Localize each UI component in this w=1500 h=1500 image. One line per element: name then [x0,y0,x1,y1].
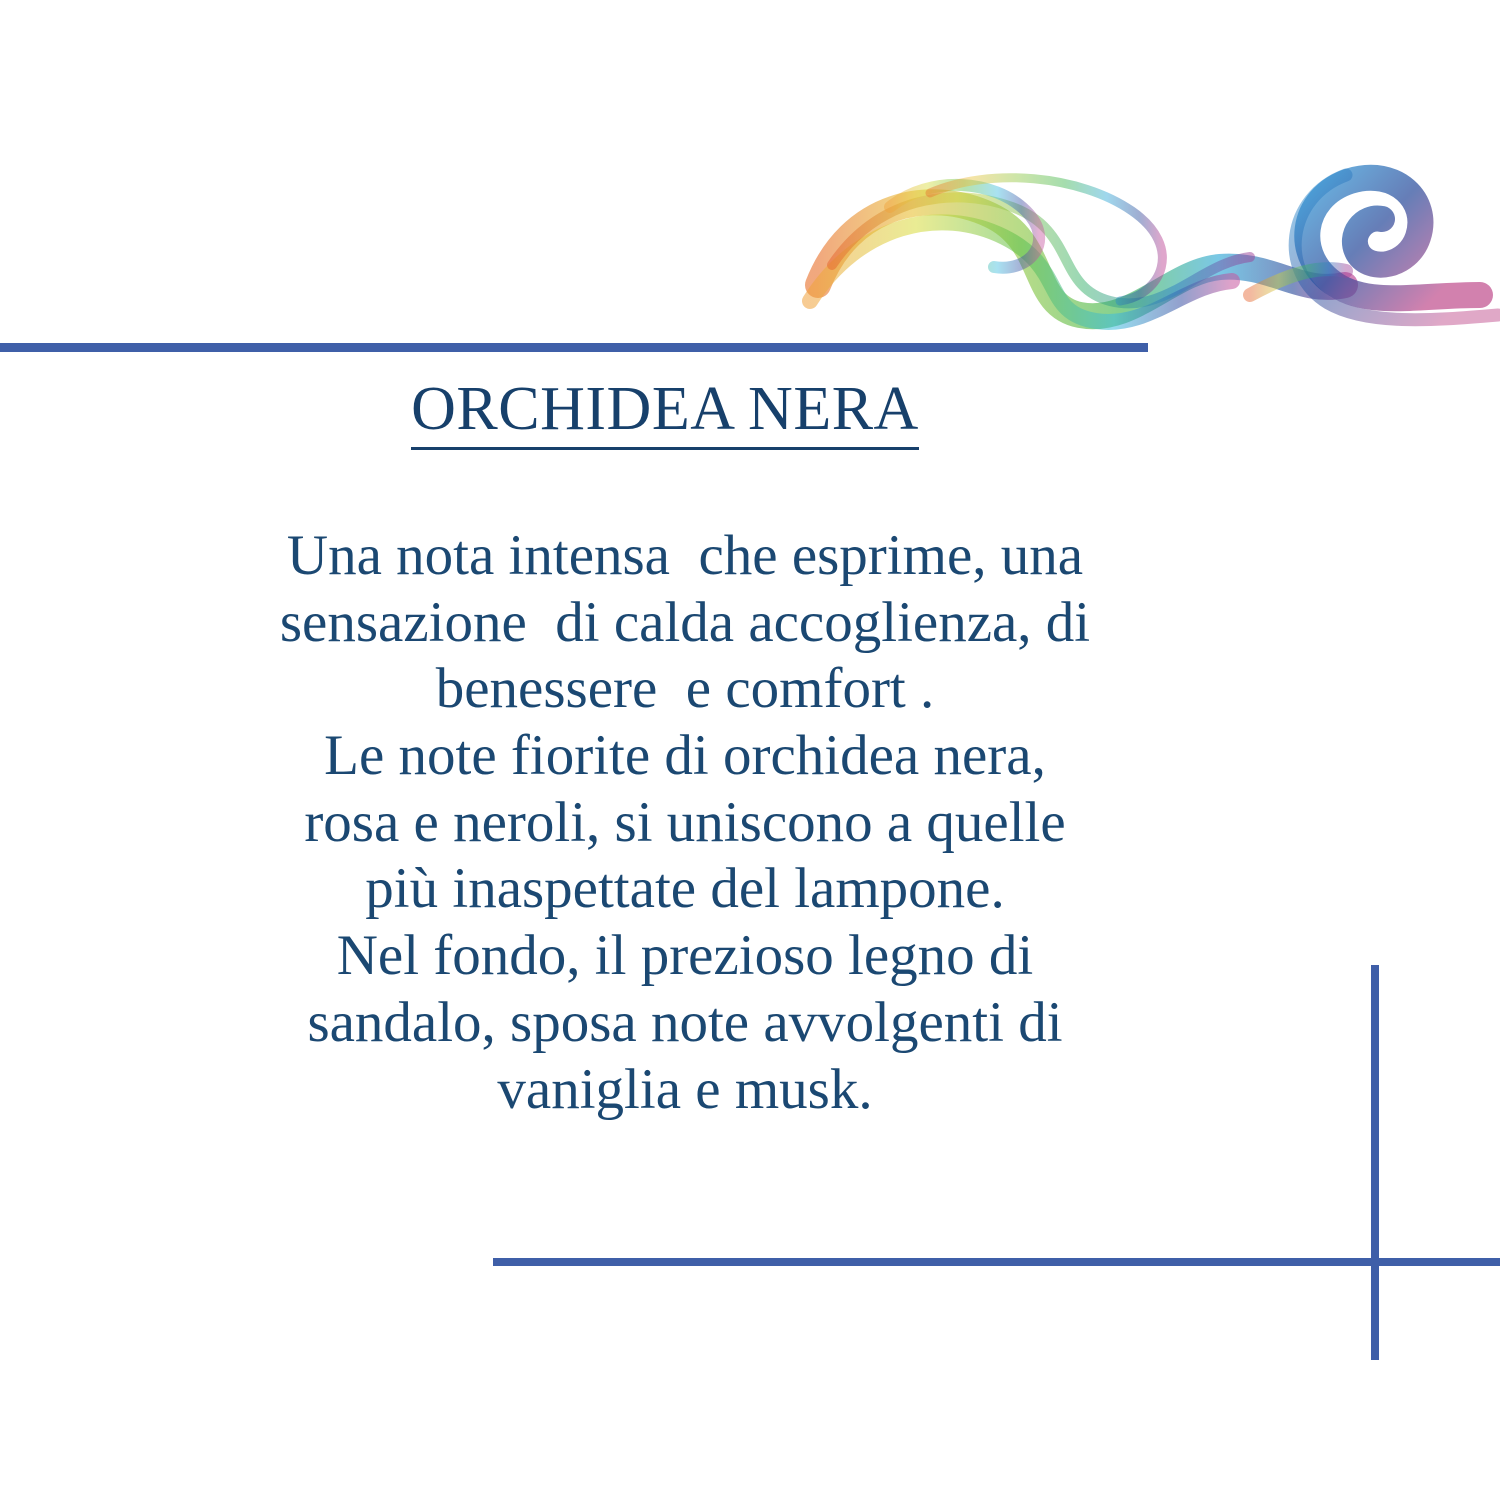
description-paragraph [130,523,1240,1123]
paragraph-line: Nel fondo, il prezioso legno di [336,924,1034,988]
bottom-white-band [0,1375,1500,1500]
slide-canvas [0,125,1500,1375]
paragraph-line: rosa e neroli, si uniscono a quelle [304,790,1066,854]
paragraph-line: sandalo, sposa note avvolgenti di [307,990,1063,1054]
top-white-band [0,0,1500,125]
vertical-accent-rule [1371,965,1379,1360]
top-divider-rule [0,343,1148,352]
paragraph-line: Le note fiorite di orchidea nera, [324,724,1046,788]
horizontal-accent-rule [493,1258,1500,1266]
page-title [0,375,1330,443]
paragraph-line: più inaspettate del lampone. [365,857,1005,921]
paragraph-line: sensazione di calda accoglienza, di [279,590,1091,654]
page-title-text: ORCHIDEA NERA [411,375,919,450]
paragraph-line: benessere e comfort . [435,657,935,721]
paragraph-line: Una nota intensa che esprime, una [286,524,1084,587]
rainbow-smoke-swirl-icon [780,145,1500,355]
paragraph-line: vaniglia e musk. [497,1057,873,1121]
